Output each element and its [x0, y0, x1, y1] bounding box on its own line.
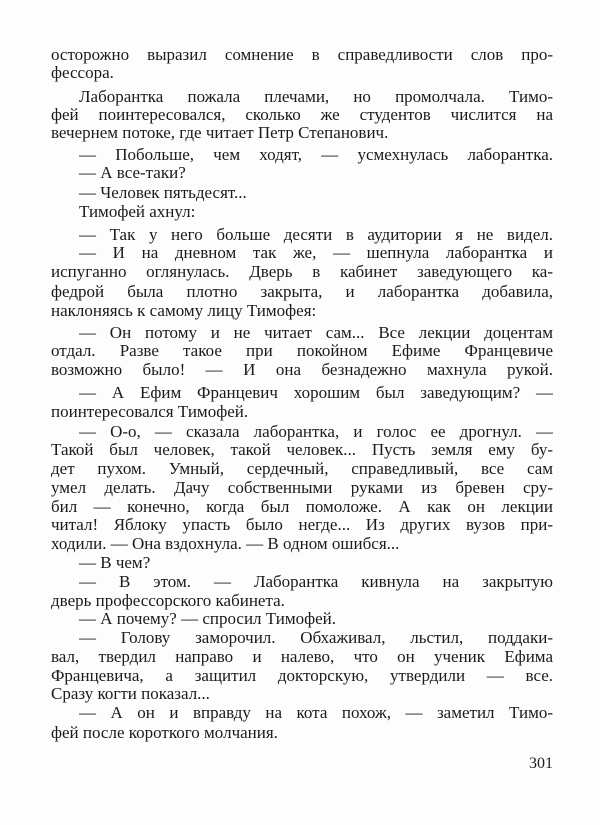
text-line: — Он потому и не читает сам... Все лекции доцентам [79, 323, 553, 342]
text-line: поинтересовался Тимофей. [51, 402, 249, 421]
text-line: Францевича, а защитил докторскую, утвердили — все. [51, 666, 553, 685]
text-line: — В чем? [79, 553, 151, 572]
text-line: федрой была плотно закрыта, и лаборантка добавила, [51, 282, 553, 301]
text-line: вал, твердил направо и налево, что он ученик Ефима [51, 647, 553, 666]
text-line: дет пухом. Умный, сердечный, справедливый, все сам [51, 459, 553, 478]
text-line: — Человек пятьдесят... [79, 183, 247, 202]
text-line: Такой был человек, такой человек... Пусть земля ему бу- [51, 440, 553, 459]
text-line: — В этом. — Лаборантка кивнула на закрытую [79, 572, 553, 591]
text-line: — Голову заморочил. Обхаживал, льстил, поддаки- [79, 628, 553, 647]
text-line: — Побольше, чем ходят, — усмехнулась лаборантка. [79, 145, 553, 164]
text-line: ходили. — Она вздохнула. — В одном ошибся... [51, 534, 400, 553]
text-line: читал! Яблоку упасть было негде... Из других вузов при- [51, 515, 553, 534]
text-line: — А Ефим Францевич хорошим был заведующим? — [79, 383, 553, 402]
text-line: — А все-таки? [79, 163, 186, 182]
text-line: Тимофей ахнул: [79, 202, 196, 221]
page-number: 301 [529, 755, 553, 772]
text-line: — А он и вправду на кота похож, — заметил Тимо- [79, 703, 553, 722]
text-line: Лаборантка пожала плечами, но промолчала. Тимо- [79, 87, 553, 106]
text-line: — А почему? — спросил Тимофей. [79, 609, 337, 628]
text-line: дверь профессорского кабинета. [51, 591, 285, 610]
text-line: осторожно выразил сомнение в справедливости слов про- [51, 45, 553, 64]
text-line: возможно было! — И она безнадежно махнула рукой. [51, 360, 553, 379]
text-line: бил — конечно, когда был помоложе. А как он лекции [51, 497, 553, 516]
text-line: Сразу когти показал... [51, 684, 210, 703]
text-line: наклоняясь к самому лицу Тимофея: [51, 301, 317, 320]
text-line: фессора. [51, 63, 114, 82]
text-line: — И на дневном так же, — шепнула лаборантка и [79, 243, 553, 262]
text-line: — О-о, — сказала лаборантка, и голос ее дрогнул. — [79, 422, 553, 441]
text-line: — Так у него больше десяти в аудитории я не видел. [79, 225, 553, 244]
text-line: испуганно оглянулась. Дверь в кабинет заведующего ка- [51, 262, 553, 281]
text-line: умел делать. Дачу собственными руками из бревен сру- [51, 478, 553, 497]
text-line: фей после короткого молчания. [51, 723, 278, 742]
text-line: вечернем потоке, где читает Петр Степанович. [51, 123, 389, 142]
text-line: отдал. Разве такое при покойном Ефиме Францевиче [51, 341, 553, 360]
text-line: фей поинтересовался, сколько же студентов числится на [51, 105, 553, 124]
